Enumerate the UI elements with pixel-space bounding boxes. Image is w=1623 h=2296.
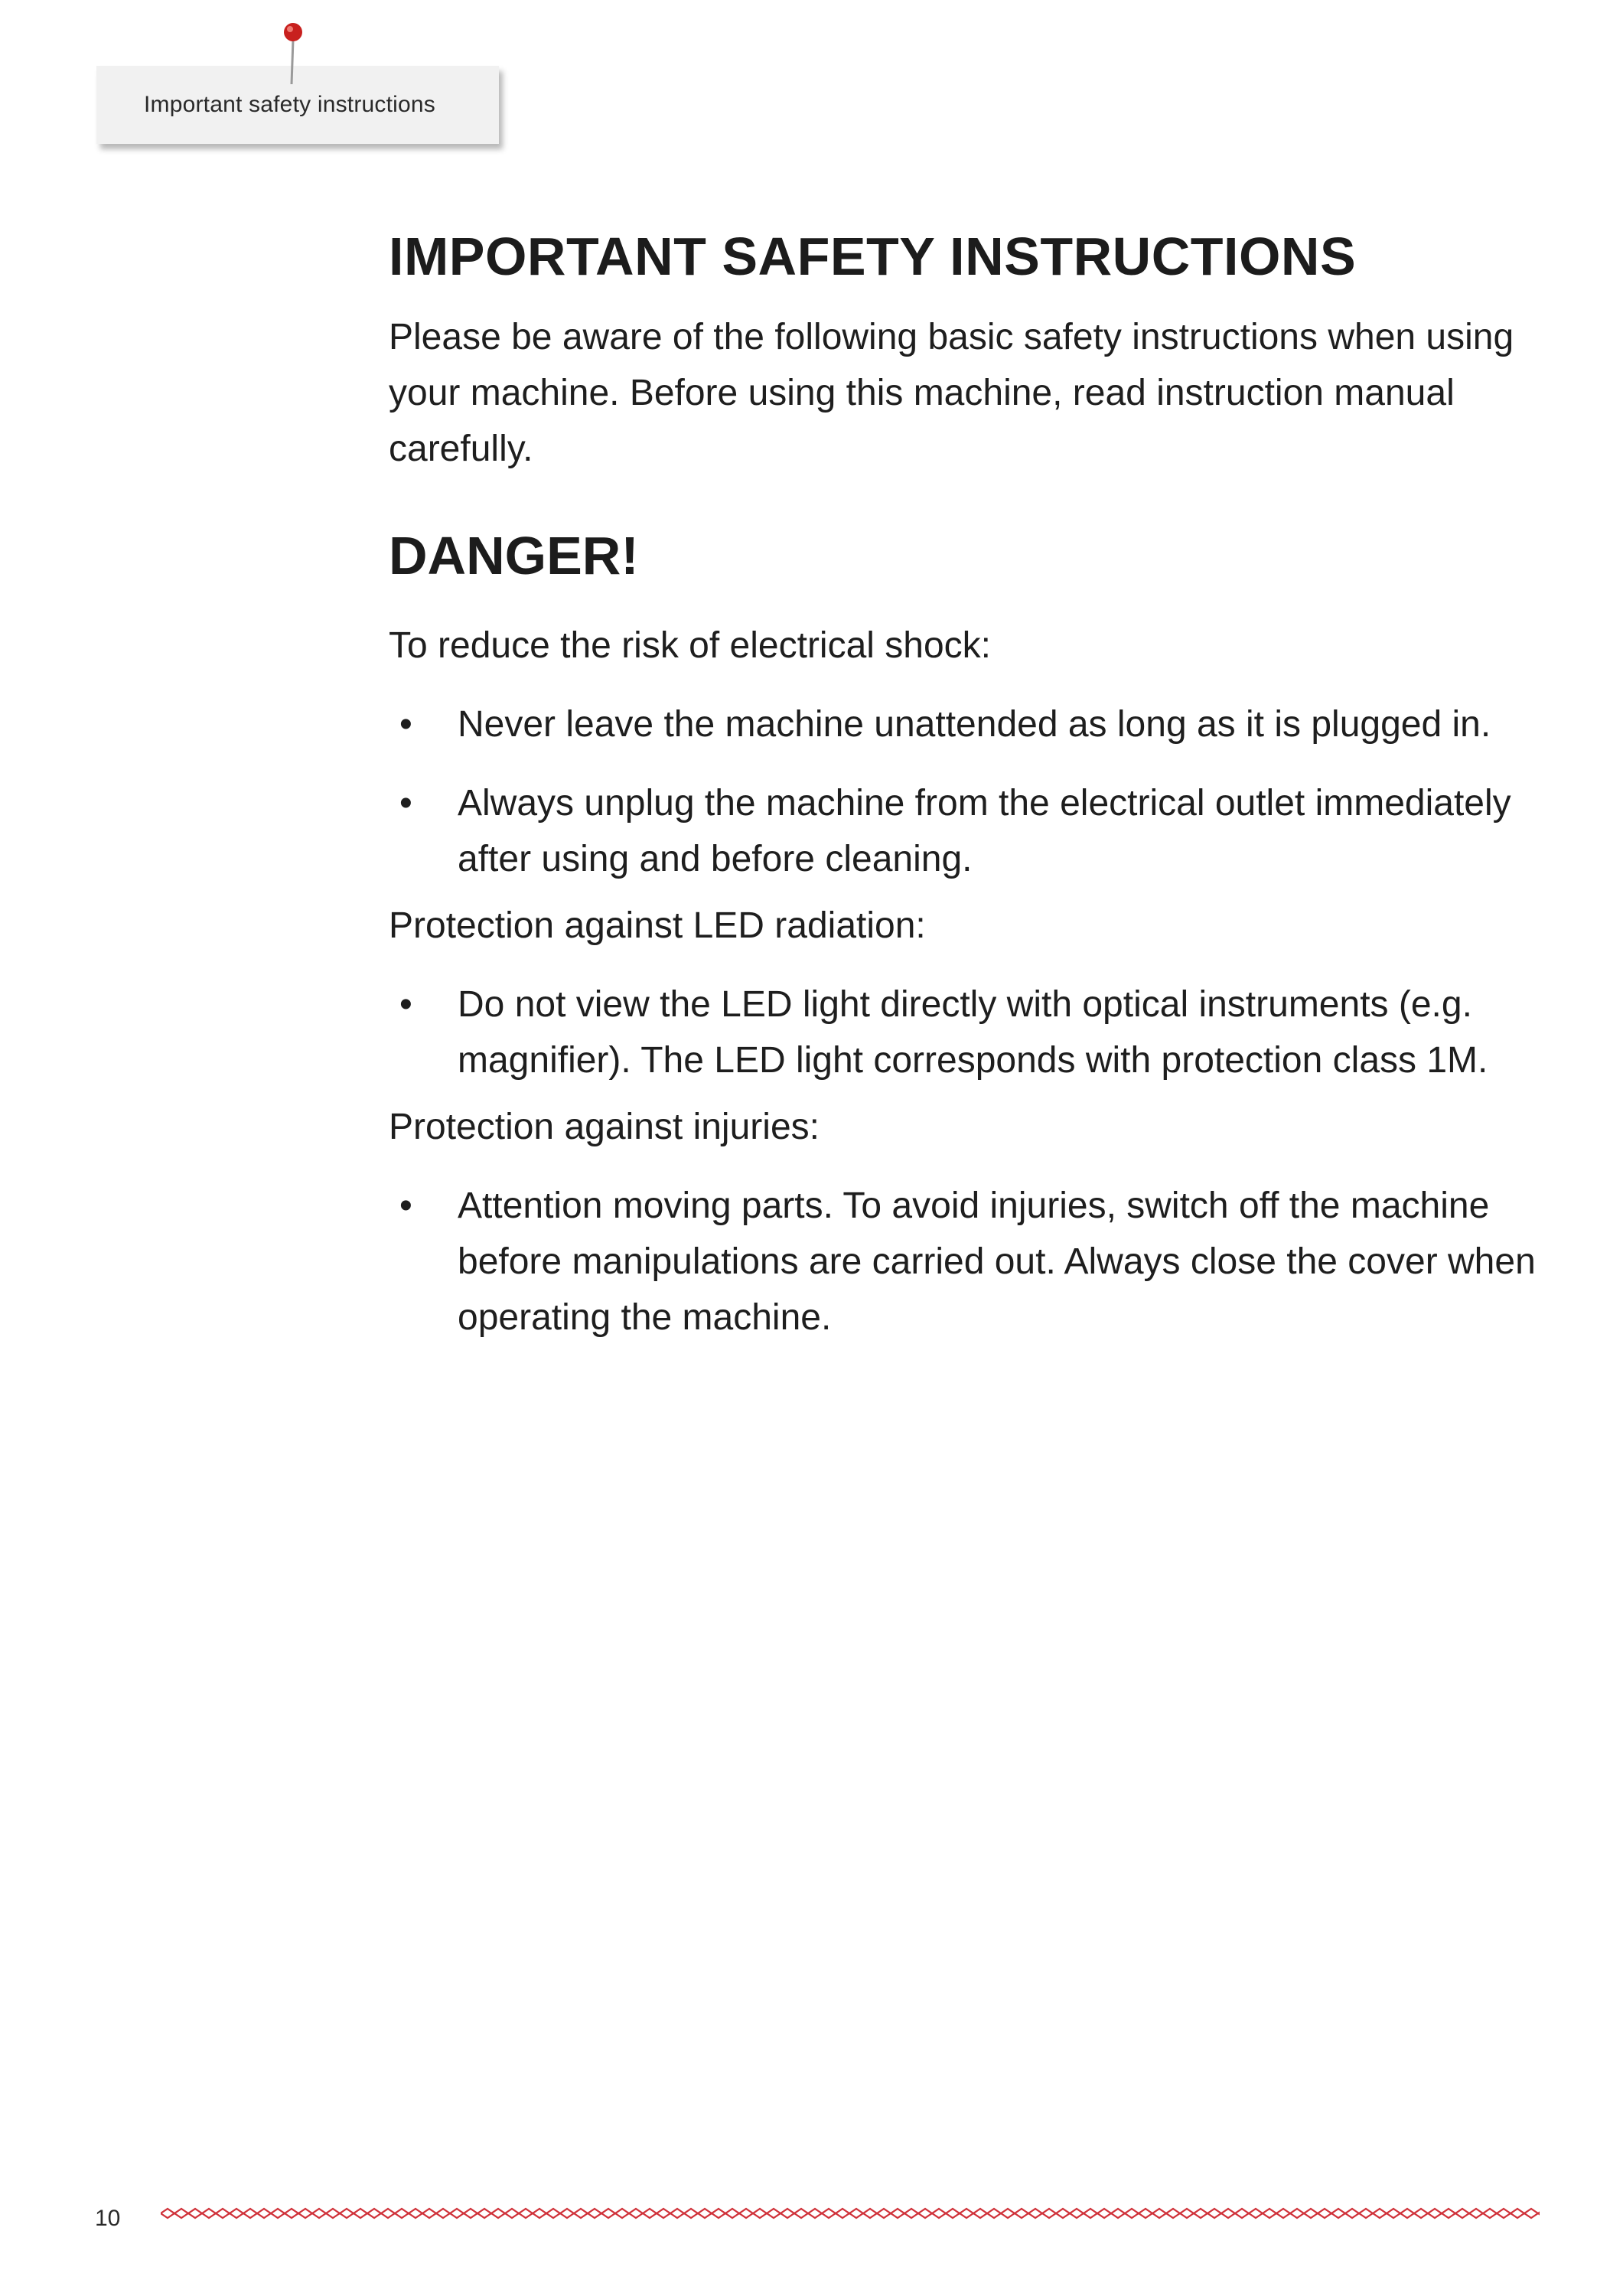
list-item-text: Always unplug the machine from the electrical outlet immediately after using and before cleaning. (458, 783, 1511, 879)
page-number: 10 (95, 2206, 121, 2231)
injury-intro: Protection against injuries: (389, 1107, 820, 1147)
list-item-text: Do not view the LED light directly with optical instruments (e.g. magnifier). The LED light corresponds with protection class 1M. (458, 984, 1488, 1081)
danger-heading: DANGER! (389, 526, 639, 585)
led-intro: Protection against LED radiation: (389, 905, 926, 946)
decorative-border (161, 2204, 1540, 2223)
list-item (389, 696, 1552, 752)
bullet-icon: • (399, 984, 412, 1025)
list-item-text: Never leave the machine unattended as long as it is plugged in. (458, 704, 1491, 745)
section-tab-label: Important safety instructions (144, 92, 435, 117)
shock-list (389, 696, 1552, 887)
bullet-icon: • (399, 783, 412, 823)
list-item (389, 977, 1552, 1088)
bullet-icon: • (399, 1186, 412, 1226)
bullet-icon: • (399, 704, 412, 745)
page-title: IMPORTANT SAFETY INSTRUCTIONS (389, 227, 1357, 286)
injury-list (389, 1178, 1552, 1345)
list-item (389, 1178, 1552, 1345)
led-list (389, 977, 1552, 1088)
shock-intro: To reduce the risk of electrical shock: (389, 625, 992, 666)
list-item-text: Attention moving parts. To avoid injuries, switch off the machine before manipulations are carried out. Always close the cover when operating the machine. (458, 1186, 1536, 1338)
list-item (389, 775, 1552, 887)
intro-paragraph: Please be aware of the following basic safety instructions when using your machine. Before using this machine, read instruction manual carefully. (389, 317, 1514, 469)
main-content (389, 227, 1552, 1345)
map-pin-icon (282, 18, 305, 87)
